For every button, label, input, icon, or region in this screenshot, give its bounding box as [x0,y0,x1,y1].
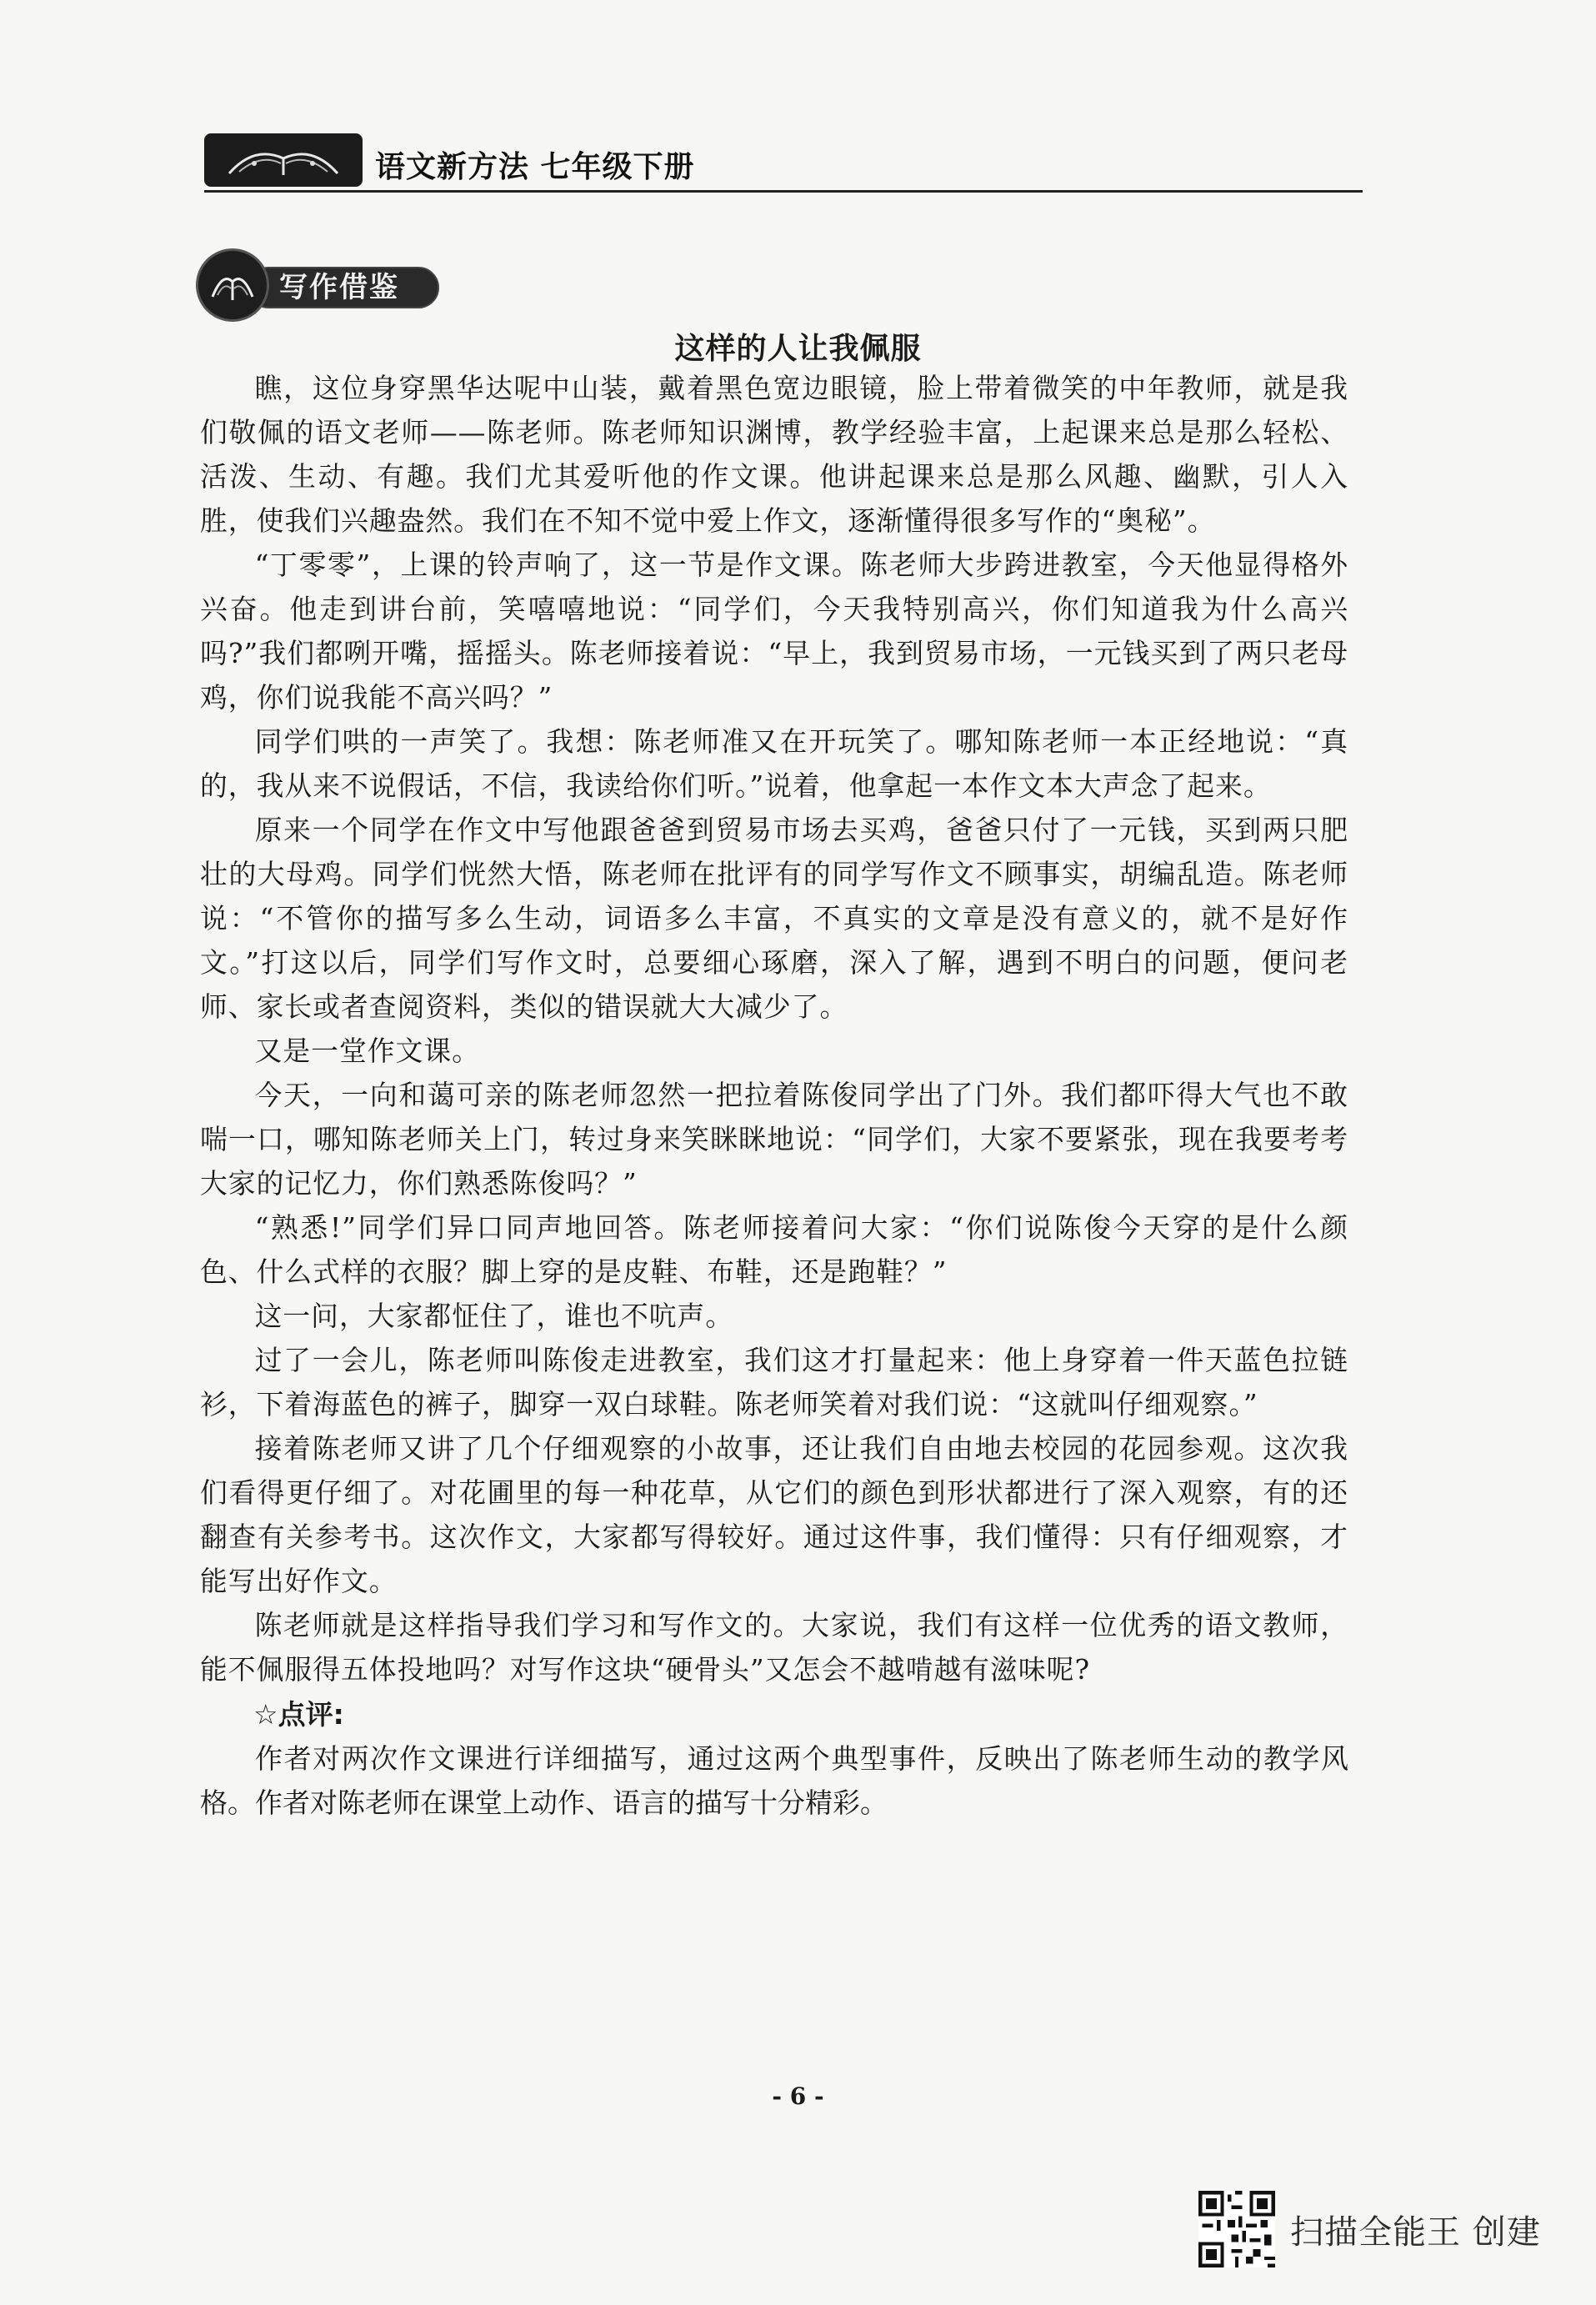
review-section [200,1692,1348,1825]
paragraph: 原来一个同学在作文中写他跟爸爸到贸易市场去买鸡，爸爸只付了一元钱，买到两只肥壮的大母鸡。同学们恍然大悟，陈老师在批评有的同学写作文不顾事实，胡编乱造。陈老师说：“不管你的描写多么生动，词语多么丰富，不真实的文章是没有意义的，就不是好作文。”打这以后，同学们写作文时，总要细心琢磨，深入了解，遇到不明白的问题，便问老师、家长或者查阅资料，类似的错误就大大减少了。 [200,814,1348,1023]
watermark-text: 扫描全能王 创建 [1290,2212,1541,2252]
scanner-watermark [1198,2187,1565,2271]
paragraph: 又是一堂作文课。 [254,1035,480,1067]
paragraph: 接着陈老师又讲了几个仔细观察的小故事，还让我们自由地去校园的花园参观。这次我们看得更仔细了。对花圃里的每一种花草，从它们的颜色到形状都进行了深入观察，有的还翻查有关参考书。这次作文，大家都写得较好。通过这件事，我们懂得：只有仔细观察，才能写出好作文。 [200,1433,1348,1597]
paragraph: 今天，一向和蔼可亲的陈老师忽然一把拉着陈俊同学出了门外。我们都吓得大气也不敢喘一口，哪知陈老师关上门，转过身来笑眯眯地说：“同学们，大家不要紧张，现在我要考考大家的记忆力，你们熟悉陈俊吗？” [200,1080,1348,1200]
qr-code-icon [1198,2191,1275,2267]
book-title: 语文新方法 七年级下册 [375,150,695,184]
section-label: 写作借鉴 [248,267,439,308]
book-badge-icon [196,248,269,322]
book-logo-icon [204,133,363,187]
article-title: 这样的人让我佩服 [674,332,922,366]
review-label: ☆点评: [253,1698,344,1731]
section-tag [196,248,446,325]
paragraph: 这一问，大家都怔住了，谁也不吭声。 [254,1300,734,1332]
article-body [200,367,1348,1825]
paragraph: “熟悉!”同学们异口同声地回答。陈老师接着问大家：“你们说陈俊今天穿的是什么颜色、什么式样的衣服？脚上穿的是皮鞋、布鞋，还是跑鞋？” [200,1212,1348,1288]
page-number: - 6 - [772,2082,824,2110]
paragraph: “丁零零”，上课的铃声响了，这一节是作文课。陈老师大步跨进教室，今天他显得格外兴奋。他走到讲台前，笑嘻嘻地说：“同学们，今天我特别高兴，你们知道我为什么高兴吗?”我们都咧开嘴，摇摇头。陈老师接着说：“早上，我到贸易市场，一元钱买到了两只老母鸡，你们说我能不高兴吗？” [200,549,1348,714]
page-header [204,125,1363,193]
paragraph: 过了一会儿，陈老师叫陈俊走进教室，我们这才打量起来：他上身穿着一件天蓝色拉链衫，下着海蓝色的裤子，脚穿一双白球鞋。陈老师笑着对我们说：“这就叫仔细观察。” [200,1345,1348,1421]
header-divider [204,190,1363,193]
paragraph: 瞧，这位身穿黑华达呢中山装，戴着黑色宽边眼镜，脸上带着微笑的中年教师，就是我们敬佩的语文老师——陈老师。陈老师知识渊博，教学经验丰富，上起课来总是那么轻松、活泼、生动、有趣。我们尤其爱听他的作文课。他讲起课来总是那么风趣、幽默，引人入胜，使我们兴趣盎然。我们在不知不觉中爱上作文，逐渐懂得很多写作的“奥秘”。 [200,373,1348,537]
paragraph: 同学们哄的一声笑了。我想：陈老师准又在开玩笑了。哪知陈老师一本正经地说：“真的，我从来不说假话，不信，我读给你们听。”说着，他拿起一本作文本大声念了起来。 [200,726,1348,802]
paragraph: 陈老师就是这样指导我们学习和写作文的。大家说，我们有这样一位优秀的语文教师，能不佩服得五体投地吗？对写作这块“硬骨头”又怎会不越啃越有滋味呢? [200,1610,1348,1686]
review-text: 作者对两次作文课进行详细描写，通过这两个典型事件，反映出了陈老师生动的教学风格。作者对陈老师在课堂上动作、语言的描写十分精彩。 [200,1742,1348,1819]
